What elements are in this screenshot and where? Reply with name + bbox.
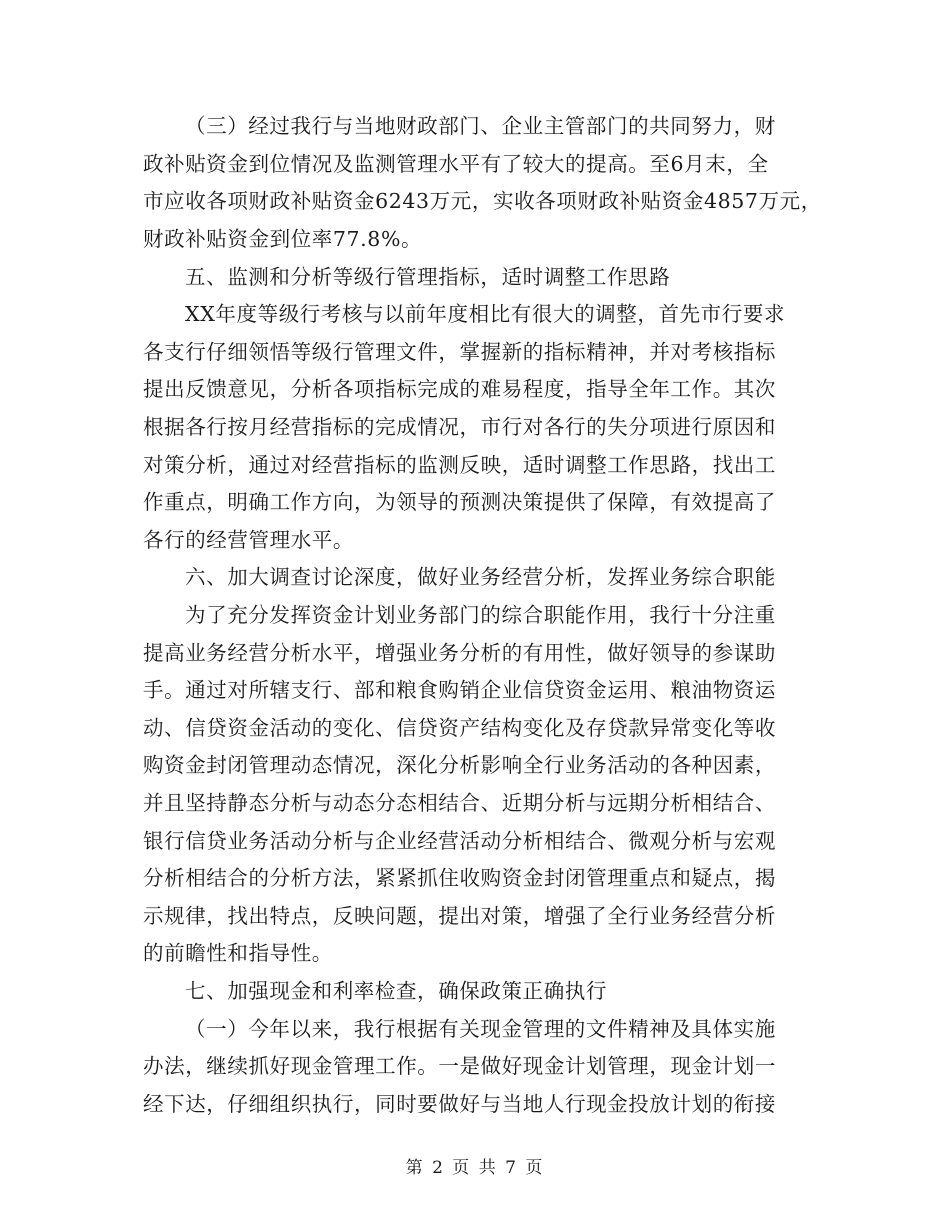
page-footer: 第 2 页 共 7 页 (405, 1158, 545, 1178)
text-line: （三）经过我行与当地财政部门、企业主管部门的共同努力，财 (185, 114, 776, 138)
text-line: 为了充分发挥资金计划业务部门的综合职能作用，我行十分注重 (185, 603, 776, 627)
text-line: 提高业务经营分析水平，增强业务分析的有用性，做好领导的参谋助 (143, 641, 776, 665)
text-line: 的前瞻性和指导性。 (143, 941, 333, 965)
section-heading: 七、加强现金和利率检查，确保政策正确执行 (185, 979, 607, 1003)
text-line: 动、信贷资金活动的变化、信贷资产结构变化及存贷款异常变化等收 (143, 716, 776, 740)
text-line: 并且坚持静态分析与动态分态相结合、近期分析与远期分析相结合、 (143, 791, 776, 815)
text-line: 办法，继续抓好现金管理工作。一是做好现金计划管理，现金计划一 (143, 1054, 776, 1078)
text-line: 作重点，明确工作方向，为领导的预测决策提供了保障，有效提高了 (143, 490, 776, 514)
text-line: 根据各行按月经营指标的完成情况，市行对各行的失分项进行原因和 (143, 415, 776, 439)
text-line: （一）今年以来，我行根据有关现金管理的文件精神及具体实施 (185, 1017, 776, 1041)
text-line: 银行信贷业务活动分析与企业经营活动分析相结合、微观分析与宏观 (143, 829, 776, 853)
text-line: 市应收各项财政补贴资金6243万元，实收各项财政补贴资金4857万元， (143, 189, 822, 213)
text-line: 对策分析，通过对经营指标的监测反映，适时调整工作思路，找出工 (143, 453, 776, 477)
text-line: 分析相结合的分析方法，紧紧抓住收购资金封闭管理重点和疑点，揭 (143, 866, 776, 890)
section-heading: 五、监测和分析等级行管理指标，适时调整工作思路 (185, 265, 671, 289)
text-line: 财政补贴资金到位率77.8%。 (143, 227, 423, 251)
section-heading: 六、加大调查讨论深度，做好业务经营分析，发挥业务综合职能 (185, 565, 776, 589)
text-line: 手。通过对所辖支行、部和粮食购销企业信贷资金运用、粮油物资运 (143, 678, 776, 702)
text-line: 购资金封闭管理动态情况，深化分析影响全行业务活动的各种因素， (143, 753, 776, 777)
text-line: 政补贴资金到位情况及监测管理水平有了较大的提高。至6月末，全 (143, 152, 769, 176)
text-line: 示规律，找出特点，反映问题，提出对策，增强了全行业务经营分析 (143, 904, 776, 928)
text-line: 提出反馈意见，分析各项指标完成的难易程度，指导全年工作。其次 (143, 377, 776, 401)
text-line: XX年度等级行考核与以前年度相比有很大的调整，首先市行要求 (185, 302, 786, 326)
text-line: 经下达，仔细组织执行，同时要做好与当地人行现金投放计划的衔接 (143, 1092, 776, 1116)
text-line: 各行的经营管理水平。 (143, 528, 354, 552)
text-line: 各支行仔细领悟等级行管理文件，掌握新的指标精神，并对考核指标 (143, 340, 776, 364)
